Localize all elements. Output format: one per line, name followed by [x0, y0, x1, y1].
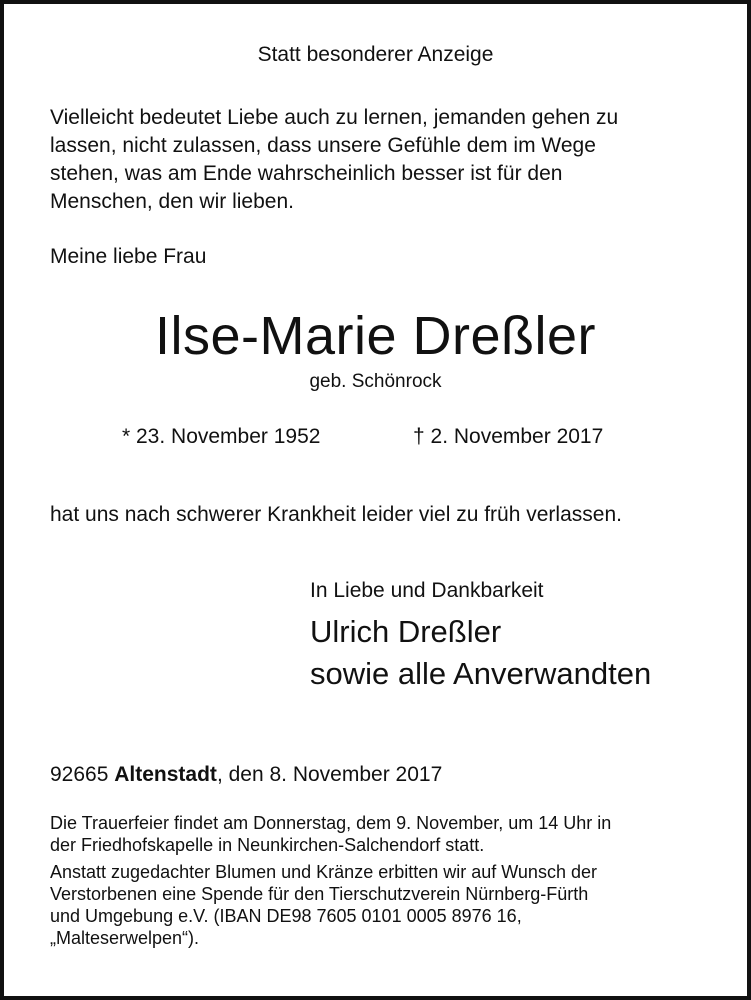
deceased-name: Ilse-Marie Dreßler	[154, 306, 597, 366]
postcode: 92665	[50, 763, 109, 786]
town: Altenstadt	[114, 763, 217, 786]
intro-text: Meine liebe Frau	[50, 245, 207, 268]
donation-line: und Umgebung e.V. (IBAN DE98 7605 0101 0005 8976 16,	[50, 906, 522, 926]
donation-line: Verstorbenen eine Spende für den Tierschutzverein Nürnberg-Fürth	[50, 884, 589, 904]
funeral-info	[50, 812, 730, 856]
mourners-others: sowie alle Anverwandten	[310, 656, 652, 691]
maiden-name: geb. Schönrock	[309, 371, 442, 392]
place-date	[50, 764, 442, 785]
funeral-line: der Friedhofskapelle in Neunkirchen-Salchendorf statt.	[50, 835, 485, 855]
notice-date: , den 8. November 2017	[216, 763, 443, 786]
quote-line: Menschen, den wir lieben.	[50, 190, 294, 213]
quote-line: lassen, nicht zulassen, dass unsere Gefühle dem im Wege	[50, 134, 596, 157]
donation-line: Anstatt zugedachter Blumen und Kränze erbitten wir auf Wunsch der	[50, 862, 597, 882]
notice-header: Statt besonderer Anzeige	[257, 43, 494, 66]
donation-info	[50, 861, 730, 949]
quote-line: Vielleicht bedeutet Liebe auch zu lernen, jemanden gehen zu	[50, 106, 619, 129]
mourner-name: Ulrich Dreßler	[310, 614, 502, 649]
death-date: † 2. November 2017	[413, 425, 604, 448]
quote-line: stehen, was am Ende wahrscheinlich besser ist für den	[50, 162, 563, 185]
donation-line: „Malteserwelpen“).	[50, 928, 200, 948]
passed-text: hat uns nach schwerer Krankheit leider viel zu früh verlassen.	[50, 503, 622, 526]
funeral-line: Die Trauerfeier findet am Donnerstag, dem 9. November, um 14 Uhr in	[50, 813, 612, 833]
quote-block	[50, 104, 730, 216]
mourners-intro: In Liebe und Dankbarkeit	[310, 579, 544, 602]
birth-date: * 23. November 1952	[122, 425, 321, 448]
